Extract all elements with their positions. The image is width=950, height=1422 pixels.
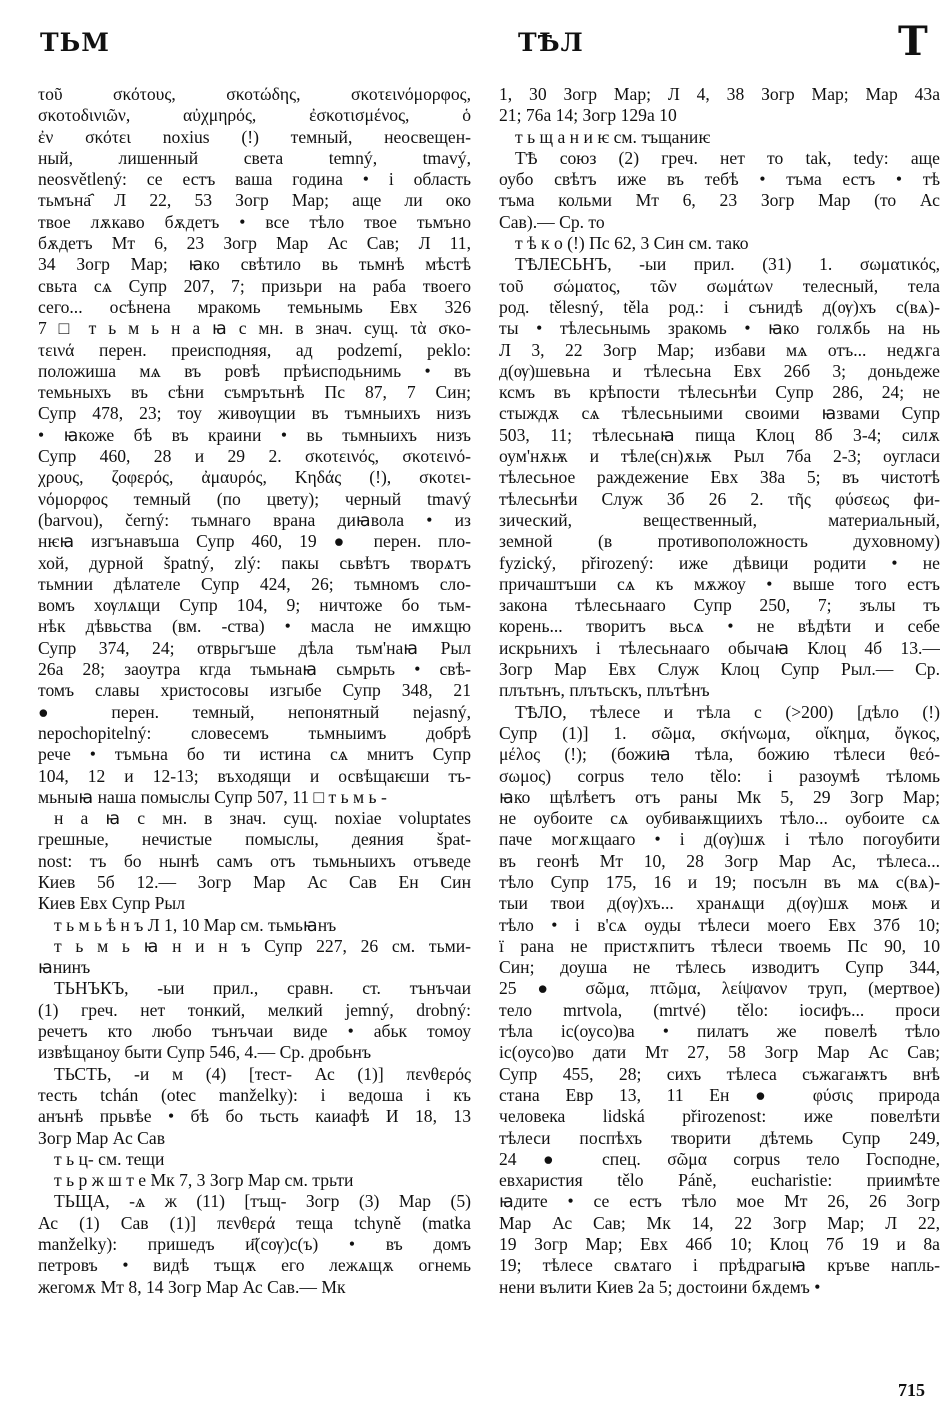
text-line: ТѢЛО, тѣлесе и тѣла с (>200) [дѣло (!) [515, 701, 940, 722]
text-line: сего... осѣнена мракомь темьнымь Евх 326 [38, 296, 471, 317]
text-line: н а ꙗ с мн. в знач. сущ. noxiae voluptates [54, 808, 471, 829]
text-line: темьныхъ въ сѣни съмрътьнѣ Пс 87, 7 Син; [38, 382, 471, 403]
text-line: тѣлесьное раждежение Евх 38а 5; въ чистотѣ [499, 467, 940, 488]
text-line: ТЬЩА, -ѧ ж (11) [тъщ- Зогр (3) Мар (5) [54, 1191, 471, 1212]
text-line: твое лѫкаво бѫдетъ • все тѣло твое тьмъно [38, 211, 471, 232]
text-line: стыждѫ сѧ тѣлесьныими своими ꙗзвами Супр [499, 403, 940, 424]
text-line: тьмъна҄ Л 22, 53 Зогр Мар; аще ли око [38, 190, 471, 211]
text-line: • ꙗкоже бѣ въ краини • вь тьмныихъ низъ [38, 424, 471, 445]
text-line: ꙗдите • се естъ тѣло мое Мт 26, 26 Зогр [499, 1191, 940, 1212]
text-line: человека lidská přirozenost: иже повелѣти [499, 1106, 940, 1127]
text-line: тесть tchán (otec manželky): і ведоша і къ [38, 1084, 471, 1105]
text-line: искрьнихъ і тѣлесьнааго обычаꙗ Клоц 4б 13.— [499, 637, 940, 658]
text-line: ТѢЛЕСЬНЪ, -ыи прил. (31) 1. σωματικός, [515, 254, 940, 275]
text-line: τεινά перен. преисподняя, ад podzemí, peklo: [38, 339, 471, 360]
text-line: хой, дурной špatný, zlý: пакы сьвѣтъ творѧтъ [38, 552, 471, 573]
text-line: neosvětlený: се естъ ваша година • і область [38, 169, 471, 190]
text-line: евхаристия tělo Páně, eucharistie: приимѣте [499, 1170, 940, 1191]
text-line: manželky): пришедъ и҃(сѹ)с(ъ) • въ домъ [38, 1234, 471, 1255]
text-line: т ь щ а н и ѥ см. тъщаниѥ [515, 126, 711, 147]
text-line: тело mrtvola, (mrtvé) tělo: іосифъ... проси [499, 999, 940, 1020]
text-line: Зогр Мар Евх Служ Клоц Супр Рыл.— Ср. [499, 659, 940, 680]
text-line: оубо свѣтъ иже въ тебѣ • тъма естъ • тѣ [499, 169, 940, 190]
text-line: ТЬНЪКЪ, -ыи прил., сравн. ст. тънъчаи [54, 978, 471, 999]
text-line: т ь м ь ꙗ н и н ъ Супр 227, 26 см. тьми- [54, 935, 471, 956]
text-line: тѣлеси поспѣхъ творити дѣтемь Супр 249, [499, 1127, 940, 1148]
text-line: род. tělesný, těla род.: і сънидѣ д(ѹ)хъ с(вѧ)- [499, 296, 940, 317]
text-line: Зогр Мар Ас Сав [38, 1127, 165, 1148]
text-line: стана Евр 13, 11 Ен ● φύσις природа [499, 1084, 940, 1105]
text-line: τοῦ σκότους, σκοτώδης, σκοτεινόμορφος, [38, 84, 471, 104]
text-line: д(ѹ)шевьна и тѣлесьна Евх 26б 3; доньдеже [499, 360, 940, 381]
text-line: ꙗко щѣлѣетъ отъ раны Мк 5, 29 Зогр Мар; [499, 786, 940, 807]
text-line: 34 Зогр Мар; ꙗко свѣтило вь тьмнѣ мѣстѣ [38, 254, 471, 275]
text-line: мьныꙗ наша помыслы Супр 507, 11 □ т ь м ь - [38, 786, 387, 807]
text-line: Син; доуша не тѣлесь изводитъ Супр 344, [499, 957, 940, 978]
text-line: тѣло • і в'сѧ оуды тѣлеси моего Евх 37б 10; [499, 914, 940, 935]
text-line: χρους, ζοφερός, ἀμαυρός, Κηδάς (!), σκοτει- [38, 467, 471, 488]
text-line: паче могѫщааго • і д(ѹ)шѫ і тѣло погоубити [499, 829, 940, 850]
text-line: тѣла іс(оусо)ва • пилатъ же повелѣ тѣло [499, 1021, 940, 1042]
text-line: Л 3, 22 Зогр Мар; избави мѧ отъ... недѫга [499, 339, 940, 360]
text-line: νόμορφος темный (по цвету); черный tmavý [38, 488, 471, 509]
text-line: 19 Зогр Мар; Евх 46б 10; Клоц 7б 19 и 8а [499, 1234, 940, 1255]
right-column [499, 84, 940, 1298]
running-head-left: ТЬМ [40, 28, 110, 57]
text-line: fyzický, přirozený: иже дѣвици родити • не [499, 552, 940, 573]
text-line: нѣк дѣвьства (вм. -ства) • масла не имѫщю [38, 616, 471, 637]
text-line: іс(оусо)во дати Мт 27, 58 Зогр Мар Ас Сав; [499, 1042, 940, 1063]
text-line: вомъ хѹлѧщи Супр 104, 9; ничтоже бо тьм- [38, 595, 471, 616]
text-line: тъма кольми Мт 6, 23 Зогр Мар (то Ас [499, 190, 940, 211]
text-line: 24 ● спец. σῶμα corpus тело Господне, [499, 1148, 940, 1169]
text-line: Супр 460, 28 и 29 2. σκοτεινός, σκοτεινό- [38, 446, 471, 467]
text-line: свьта сѧ Супр 207, 7; призьри на раба твоего [38, 275, 471, 296]
text-line: μέλος (!); (божиꙗ тѣла, божию тѣлеси θεό- [499, 744, 940, 765]
text-line: Киев Евх Супр Рыл [38, 893, 186, 914]
text-line: петровъ • видѣ тъщѫ его лежѧщѫ огнемь [38, 1255, 471, 1276]
text-line: ї рана не пристѫпитъ тѣлеси твоемь Пс 90, 10 [499, 935, 940, 956]
text-line: земной (в противоположность духовному) [499, 531, 940, 552]
text-line: бѫдетъ Мт 6, 23 Зогр Мар Ас Сав; Л 11, [38, 233, 471, 254]
running-head-right: ТѢЛ [518, 28, 584, 57]
text-line: σωμος) corpus тело tělo: і разоумѣ тѣломь [499, 765, 940, 786]
page-number: 715 [898, 1380, 925, 1400]
text-line: т ѣ к о (!) Пс 62, 3 Син см. тако [515, 233, 749, 254]
text-line: т ь м ь ѣ н ъ Л 1, 10 Мар см. тьмьꙗнъ [54, 914, 337, 935]
section-letter: Т [898, 18, 929, 65]
text-line: грешные, нечистые помыслы, деяния špat- [38, 829, 471, 850]
text-line: плътьнъ, плътьскъ, плътѣнъ [499, 680, 710, 701]
text-line: ТЬСТЬ, -и м (4) [тест- Ас (1)] πενθερός [54, 1063, 471, 1084]
text-line: 19; тѣлесе свѧтаго і прѣдрагыꙗ кръве напль- [499, 1255, 940, 1276]
text-line: (1) греч. нет тонкий, мелкий jemný, drobný: [38, 999, 471, 1020]
text-line: σκοτοδινιῶν, αὐχμηρός, ἐσκοτισμένος, ὁ [38, 105, 471, 126]
text-line: 1, 30 Зогр Мар; Л 4, 38 Зогр Мар; Мар 43а [499, 84, 940, 104]
text-line: нѥꙗ изгънавъша Супр 460, 19 ● перен. пло- [38, 531, 471, 552]
text-line: тѣлесьнѣи Служ 3б 26 2. τῆς φύσεως фи- [499, 488, 940, 509]
text-line: въ геонѣ Мт 10, 28 Зогр Мар Ас, тѣлеса... [499, 850, 940, 871]
text-line: положиша мѧ въ ровѣ прѣисподьнимь • въ [38, 360, 471, 381]
text-line: 503, 11; тѣлесьнаꙗ пища Клоц 8б 3-4; силѫ [499, 424, 940, 445]
text-line: тьмнии дѣлателе Супр 424, 26; тьмномъ сло- [38, 573, 471, 594]
text-line: Мар Ас Сав; Мк 14, 22 Зогр Мар; Л 22, [499, 1212, 940, 1233]
text-line: тыи твои д(ѹ)хъ... хранѧщи д(ѹ)шѫ моѭ и [499, 893, 940, 914]
text-line: томъ славы христосовы изгыбе Супр 348, 21 [38, 680, 471, 701]
text-line: ἐν σκότει noxius (!) темный, неосвещен- [38, 126, 471, 147]
text-line: 7 □ т ь м ь н а ꙗ с мн. в знач. сущ. τὰ σκο- [38, 318, 471, 339]
text-line: речетъ кто любо тънъчаи виде • абьк томоу [38, 1021, 471, 1042]
text-line: τοῦ σώματος, τῶν σωμάτων телесный, тела [499, 275, 940, 296]
text-line: Ас (1) Сав (1)] πενθερά теща tchyně (matka [38, 1212, 471, 1233]
text-line: нени вълити Киев 2а 5; достоини бѫдемъ • [499, 1276, 821, 1297]
text-line: не оубоите сѧ оубиваѭщиихъ тѣло... оубоите сѧ [499, 808, 940, 829]
text-line: оум'нѫѭ и тѣле(сн)ѫѭ Рыл 7ба 2-3; оугласи [499, 446, 940, 467]
text-line: Супр 374, 24; отврьгъше дѣла тьм'наꙗ Рыл [38, 637, 471, 658]
text-line: ксмъ въ крѣпости тѣлесьнѣи Супр 286, 24; не [499, 382, 940, 403]
text-line: анънѣ прьвѣе • бѣ бо тьсть каиафѣ И 18, 13 [38, 1106, 471, 1127]
text-line: корень... творитъ вьсѧ • не вѣдѣти и себе [499, 616, 940, 637]
text-line: ТѢ союз (2) греч. нет то tak, tedy: аще [515, 147, 940, 168]
text-line: nost: тъ бо нынѣ самъ отъ тьмьныихъ отъведе [38, 850, 471, 871]
text-line: т ь ц- см. тещи [54, 1148, 165, 1169]
text-line: рече • тъмьна бо ти истина сѧ мнитъ Супр [38, 744, 471, 765]
text-line: nepochopitelný: словесемъ тьмныимъ добрѣ [38, 722, 471, 743]
text-line: закона тѣлесьнааго Супр 250, 7; зълы тъ [499, 595, 940, 616]
text-line: Киев 5б 12.— Зогр Мар Ас Сав Ен Син [38, 871, 471, 892]
text-line: 21; 76а 14; Зогр 129а 10 [499, 105, 677, 126]
text-line: Супр (1)] 1. σῶμα, σκήνωμα, οἴκημα, ὄγκος, [499, 722, 940, 743]
text-line: извѣщаноу быти Супр 546, 4.— Ср. дробьнъ [38, 1042, 372, 1063]
text-line: жегомѫ Мт 8, 14 Зогр Мар Ас Сав.— Мк [38, 1276, 346, 1297]
text-line: 104, 12 и 12-13; въходящи и освѣщаѥши тъ- [38, 765, 471, 786]
text-line: зический, вещественный, материальный, [499, 509, 940, 530]
left-column [38, 84, 471, 1298]
text-line: 26а 28; заоутра кгда тьмьнаꙗ сьмрьть • свѣ- [38, 659, 471, 680]
text-line: Сав).— Ср. то [499, 211, 605, 232]
text-line: ный, лишенный света temný, tmavý, [38, 147, 471, 168]
text-line: 25 ● σῶμα, πτῶμα, λείψανον труп, (мертвое) [499, 978, 940, 999]
text-line: ꙗнинъ [38, 957, 91, 978]
text-line: ты • тѣлесьнымь зракомь • ꙗко голѫбь на нь [499, 318, 940, 339]
text-line: (barvou), černý: тьмнаго врана диꙗвола • из [38, 509, 471, 530]
text-line: ● перен. темный, непонятный nejasný, [38, 701, 471, 722]
text-line: тѣло Супр 175, 16 и 19; посълн въ мѧ с(вѧ)- [499, 871, 940, 892]
text-line: причаштъши сѧ къ мѫжоу • выше того естъ [499, 573, 940, 594]
text-line: Супр 478, 23; тоу живѹщии въ тъмныихъ низъ [38, 403, 471, 424]
text-line: т ь р ж ш т е Мк 7, 3 Зогр Мар см. трьти [54, 1170, 354, 1191]
text-line: Супр 455, 28; сихъ тѣлеса съжагаѭтъ внѣ [499, 1063, 940, 1084]
